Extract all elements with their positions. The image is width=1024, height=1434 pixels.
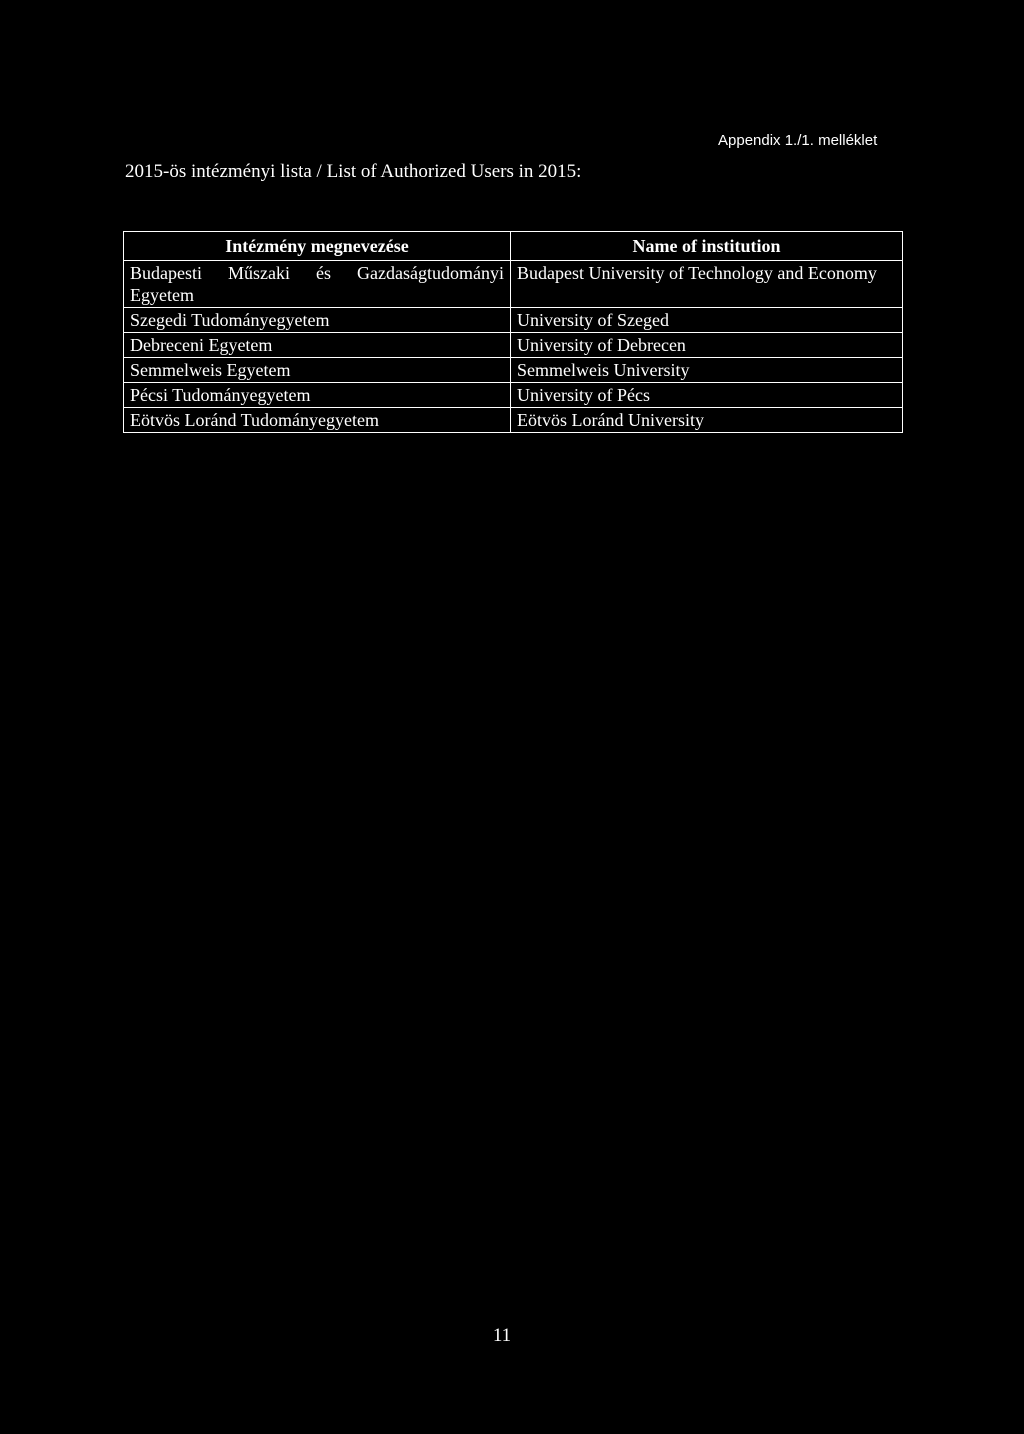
column-header-hungarian-name: Intézmény megnevezése [124,232,511,261]
table-row [124,308,903,333]
institution-table [123,231,903,433]
cell-hungarian-name: Budapesti Műszaki és Gazdaságtudományi Egyetem [124,261,511,308]
page-title: 2015-ös intézményi lista / List of Authorized Users in 2015: [125,161,582,182]
cell-hungarian-name: Eötvös Loránd Tudományegyetem [124,408,511,433]
cell-english-name: Semmelweis University [511,358,903,383]
cell-english-name: University of Pécs [511,383,903,408]
table-row [124,383,903,408]
cell-english-name: Eötvös Loránd University [511,408,903,433]
table-row [124,358,903,383]
table-row [124,261,903,308]
table-row [124,408,903,433]
column-header-english-name: Name of institution [511,232,903,261]
appendix-label: Appendix 1./1. melléklet [718,132,878,149]
cell-english-name: University of Szeged [511,308,903,333]
table-row [124,333,903,358]
cell-hungarian-name: Semmelweis Egyetem [124,358,511,383]
cell-hungarian-name: Pécsi Tudományegyetem [124,383,511,408]
table-header-row [124,232,903,261]
cell-hungarian-name: Debreceni Egyetem [124,333,511,358]
page-number: 11 [492,1325,512,1346]
cell-english-name: Budapest University of Technology and Economy [511,261,903,308]
cell-english-name: University of Debrecen [511,333,903,358]
cell-hungarian-name: Szegedi Tudományegyetem [124,308,511,333]
